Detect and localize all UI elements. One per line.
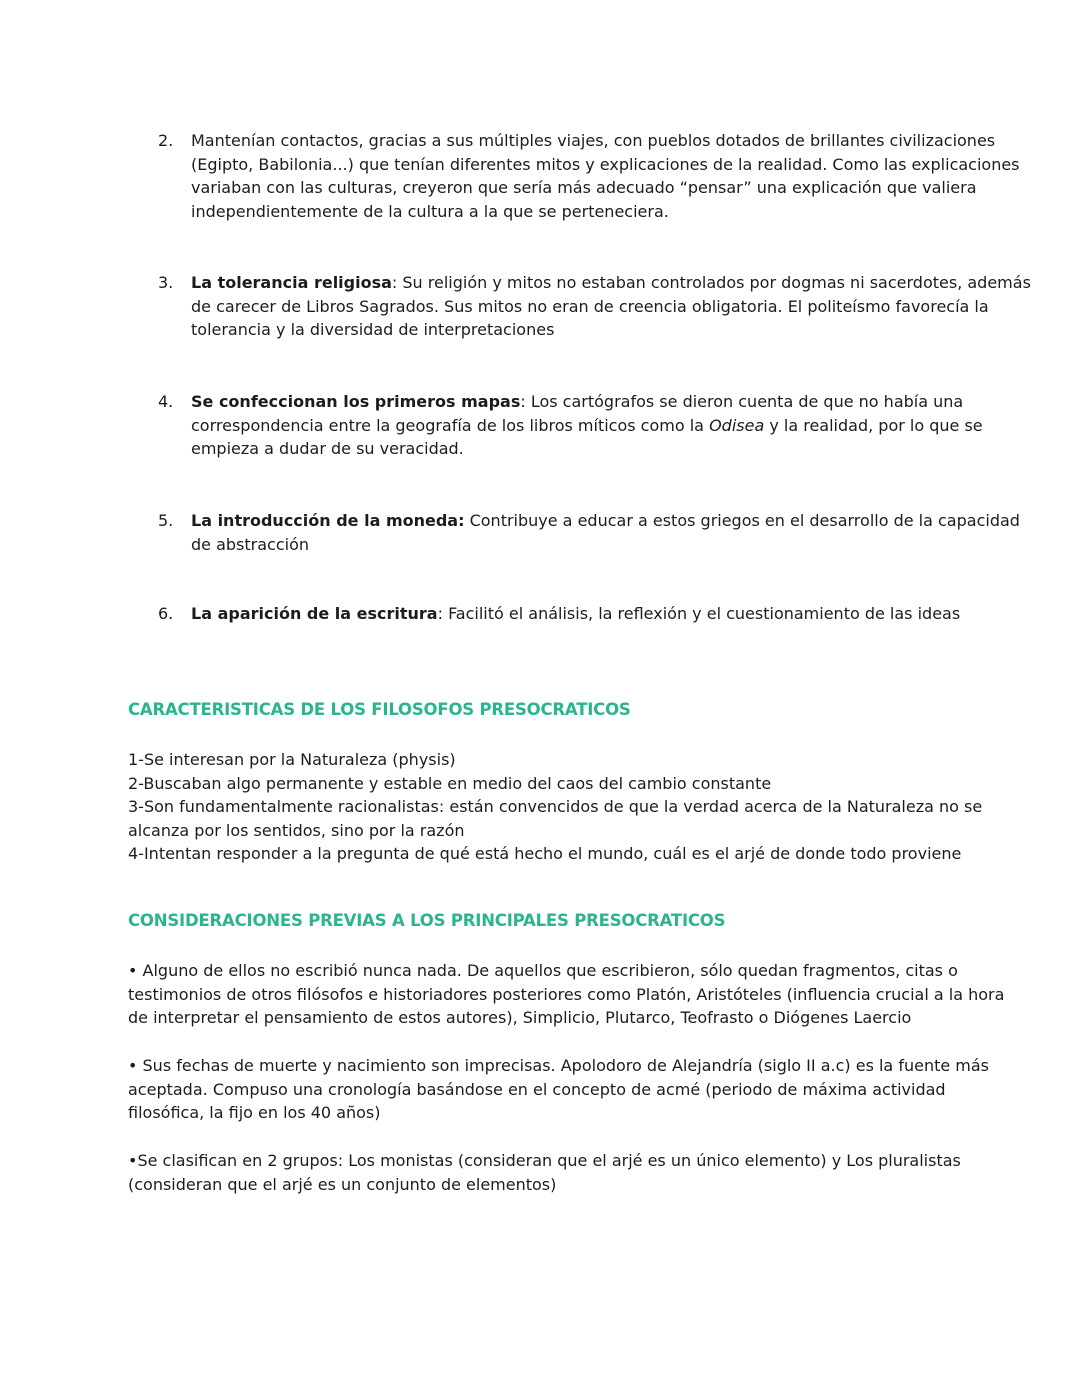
section-body-caracteristicas (128, 748, 983, 866)
text-line (191, 271, 1031, 295)
section-heading-consideraciones: CONSIDERACIONES PREVIAS A LOS PRINCIPALES PRESOCRATICOS (128, 911, 726, 930)
text-fragment: : Su religión y mitos no estaban controlados por dogmas ni sacerdotes, además (391, 273, 1031, 292)
text-line: empieza a dudar de su veracidad. (191, 439, 464, 458)
text-line: • Alguno de ellos no escribió nunca nada. De aquellos que escribieron, sólo quedan fragmentos, citas o (128, 961, 958, 980)
text-line: 1-Se interesan por la Naturaleza (physis) (128, 750, 456, 769)
bullet-paragraph (128, 959, 1005, 1030)
list-item-text (191, 390, 983, 461)
text-fragment: : Los cartógrafos se dieron cuenta de que no había una (520, 392, 964, 411)
text-line: Mantenían contactos, gracias a sus múltiples viajes, con pueblos dotados de brillantes civilizaciones (191, 131, 996, 150)
list-item-text (191, 271, 1031, 342)
bullet-paragraph (128, 1149, 961, 1196)
text-line: de interpretar el pensamiento de estos autores), Simplicio, Plutarco, Teofrasto o Diógenes Laercio (128, 1008, 912, 1027)
item-title: La tolerancia religiosa (191, 273, 392, 292)
text-line: alcanza por los sentidos, sino por la razón (128, 820, 465, 840)
text-line: • Sus fechas de muerte y nacimiento son imprecisas. Apolodoro de Alejandría (siglo II a.c) es la fuente más (128, 1056, 990, 1075)
text-line: de carecer de Libros Sagrados. Sus mitos no eran de creencia obligatoria. El politeísmo favorecía la (191, 296, 989, 316)
text-line: tolerancia y la diversidad de interpretaciones (191, 320, 555, 339)
list-number: 3. (158, 273, 174, 292)
text-line (191, 390, 964, 414)
text-line: 2-Buscaban algo permanente y estable en medio del caos del cambio constante (128, 773, 772, 793)
text-line: 4-Intentan responder a la pregunta de qué está hecho el mundo, cuál es el arjé de donde todo proviene (128, 844, 962, 863)
text-line: filosófica, la fijo en los 40 años) (128, 1103, 381, 1122)
text-fragment: correspondencia entre la geografía de los libros míticos como la (191, 415, 710, 435)
italic-title: Odisea (709, 415, 765, 435)
text-fragment: Contribuye a educar a estos griegos en el desarrollo de la capacidad (464, 511, 1020, 530)
text-fragment: : Facilitó el análisis, la reflexión y el cuestionamiento de las ideas (437, 604, 961, 623)
text-line: (Egipto, Babilonia...) que tenían diferentes mitos y explicaciones de la realidad. Como las explicaciones (191, 154, 1020, 174)
section-heading-caracteristicas: CARACTERISTICAS DE LOS FILOSOFOS PRESOCRATICOS (128, 700, 631, 719)
text-line: de abstracción (191, 534, 310, 554)
item-title: La aparición de la escritura (191, 604, 438, 623)
list-item-2 (158, 129, 1020, 223)
list-number: 2. (158, 131, 174, 150)
text-line: (consideran que el arjé es un conjunto de elementos) (128, 1174, 557, 1194)
list-item-3 (158, 271, 1031, 342)
item-title: Se confeccionan los primeros mapas (191, 392, 521, 411)
text-line: aceptada. Compuso una cronología basándose en el concepto de acmé (periodo de máxima actividad (128, 1079, 946, 1099)
bullet-paragraph (128, 1054, 990, 1125)
list-item-6 (158, 602, 961, 626)
text-line (191, 414, 983, 438)
item-title: La introducción de la moneda: (191, 511, 465, 530)
list-number: 6. (158, 604, 174, 623)
list-item-text (191, 129, 1020, 223)
text-line (191, 509, 1020, 533)
list-item-text (191, 602, 961, 626)
list-item-text (191, 509, 1020, 556)
text-line: variaban con las culturas, creyeron que sería más adecuado “pensar” una explicación que valiera (191, 178, 977, 197)
list-item-5 (158, 509, 1020, 556)
text-line: •Se clasifican en 2 grupos: Los monistas (consideran que el arjé es un único elemento) y Los pluralistas (128, 1151, 961, 1170)
list-number: 5. (158, 511, 174, 530)
list-number: 4. (158, 392, 174, 411)
text-line: 3-Son fundamentalmente racionalistas: están convencidos de que la verdad acerca de la Naturaleza no se (128, 797, 983, 816)
text-line (191, 602, 961, 626)
list-item-4 (158, 390, 983, 461)
text-line: testimonios de otros filósofos e historiadores posteriores como Platón, Aristóteles (influencia crucial a la hora (128, 984, 1005, 1004)
text-fragment: y la realidad, por lo que se (764, 415, 983, 435)
text-line: independientemente de la cultura a la que se perteneciera. (191, 201, 669, 221)
